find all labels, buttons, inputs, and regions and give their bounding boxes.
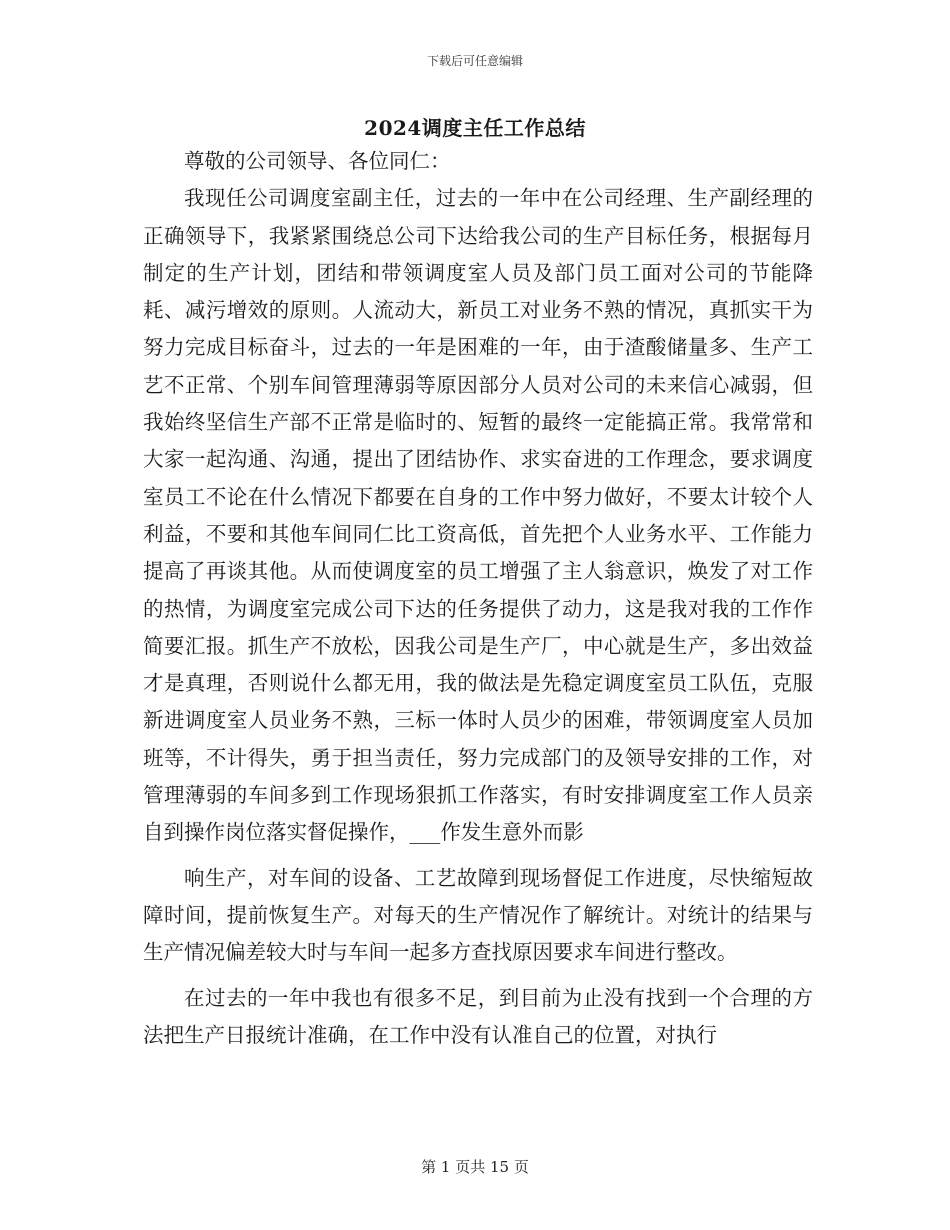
document-body: [143, 143, 813, 1054]
page-number: 第 1 页共 15 页: [421, 1158, 529, 1176]
body-paragraph: 在过去的一年中我也有很多不足，到目前为止没有找到一个合理的方法把生产日报统计准确，在工作中没有认准自己的位置，对执行: [143, 985, 813, 1047]
salutation-paragraph: 尊敬的公司领导、各位同仁：: [184, 149, 451, 173]
header-note: 下载后可任意编辑: [426, 54, 523, 68]
document-title: 2024调度主任工作总结: [364, 116, 586, 140]
body-paragraph: 我现任公司调度室副主任，过去的一年中在公司经理、生产副经理的正确领导下，我紧紧围绕总公司下达给我公司的生产目标任务，根据每月制定的生产计划，团结和带领调度室人员及部门员工面对公司的节能降耗、减污增效的原则。人流动大，新员工对业务不熟的情况，真抓实干为努力完成目标奋斗，过去的一年是困难的一年，由于渣酸储量多、生产工艺不正常、个别车间管理薄弱等原因部分人员对公司的未来信心减弱，但我始终坚信生产部不正常是临时的、短暂的最终一定能搞正常。我常常和大家一起沟通、沟通，提出了团结协作、求实奋进的工作理念，要求调度室员工不论在什么情况下都要在自身的工作中努力做好，不要太计较个人利益，不要和其他车间同仁比工资高低，首先把个人业务水平、工作能力提高了再谈其他。从而使调度室的员工增强了主人翁意识，焕发了对工作的热情，为调度室完成公司下达的任务提供了动力，这是我对我的工作作简要汇报。抓生产不放松，因我公司是生产厂，中心就是生产，多出效益才是真理，否则说什么都无用，我的做法是先稳定调度室员工队伍，克服新进调度室人员业务不熟，三标一体时人员少的困难，带领调度室人员加班等，不计得失，勇于担当责任，努力完成部门的及领导安排的工作，对管理薄弱的车间多到工作现场狠抓工作落实，有时安排调度室工作人员亲自到操作岗位落实督促操作，___作发生意外而影: [143, 186, 813, 845]
body-paragraph: 响生产，对车间的设备、工艺故障到现场督促工作进度，尽快缩短故障时间，提前恢复生产。对每天的生产情况作了解统计。对统计的结果与生产情况偏差较大时与车间一起多方查找原因要求车间进行整改。: [143, 865, 813, 965]
